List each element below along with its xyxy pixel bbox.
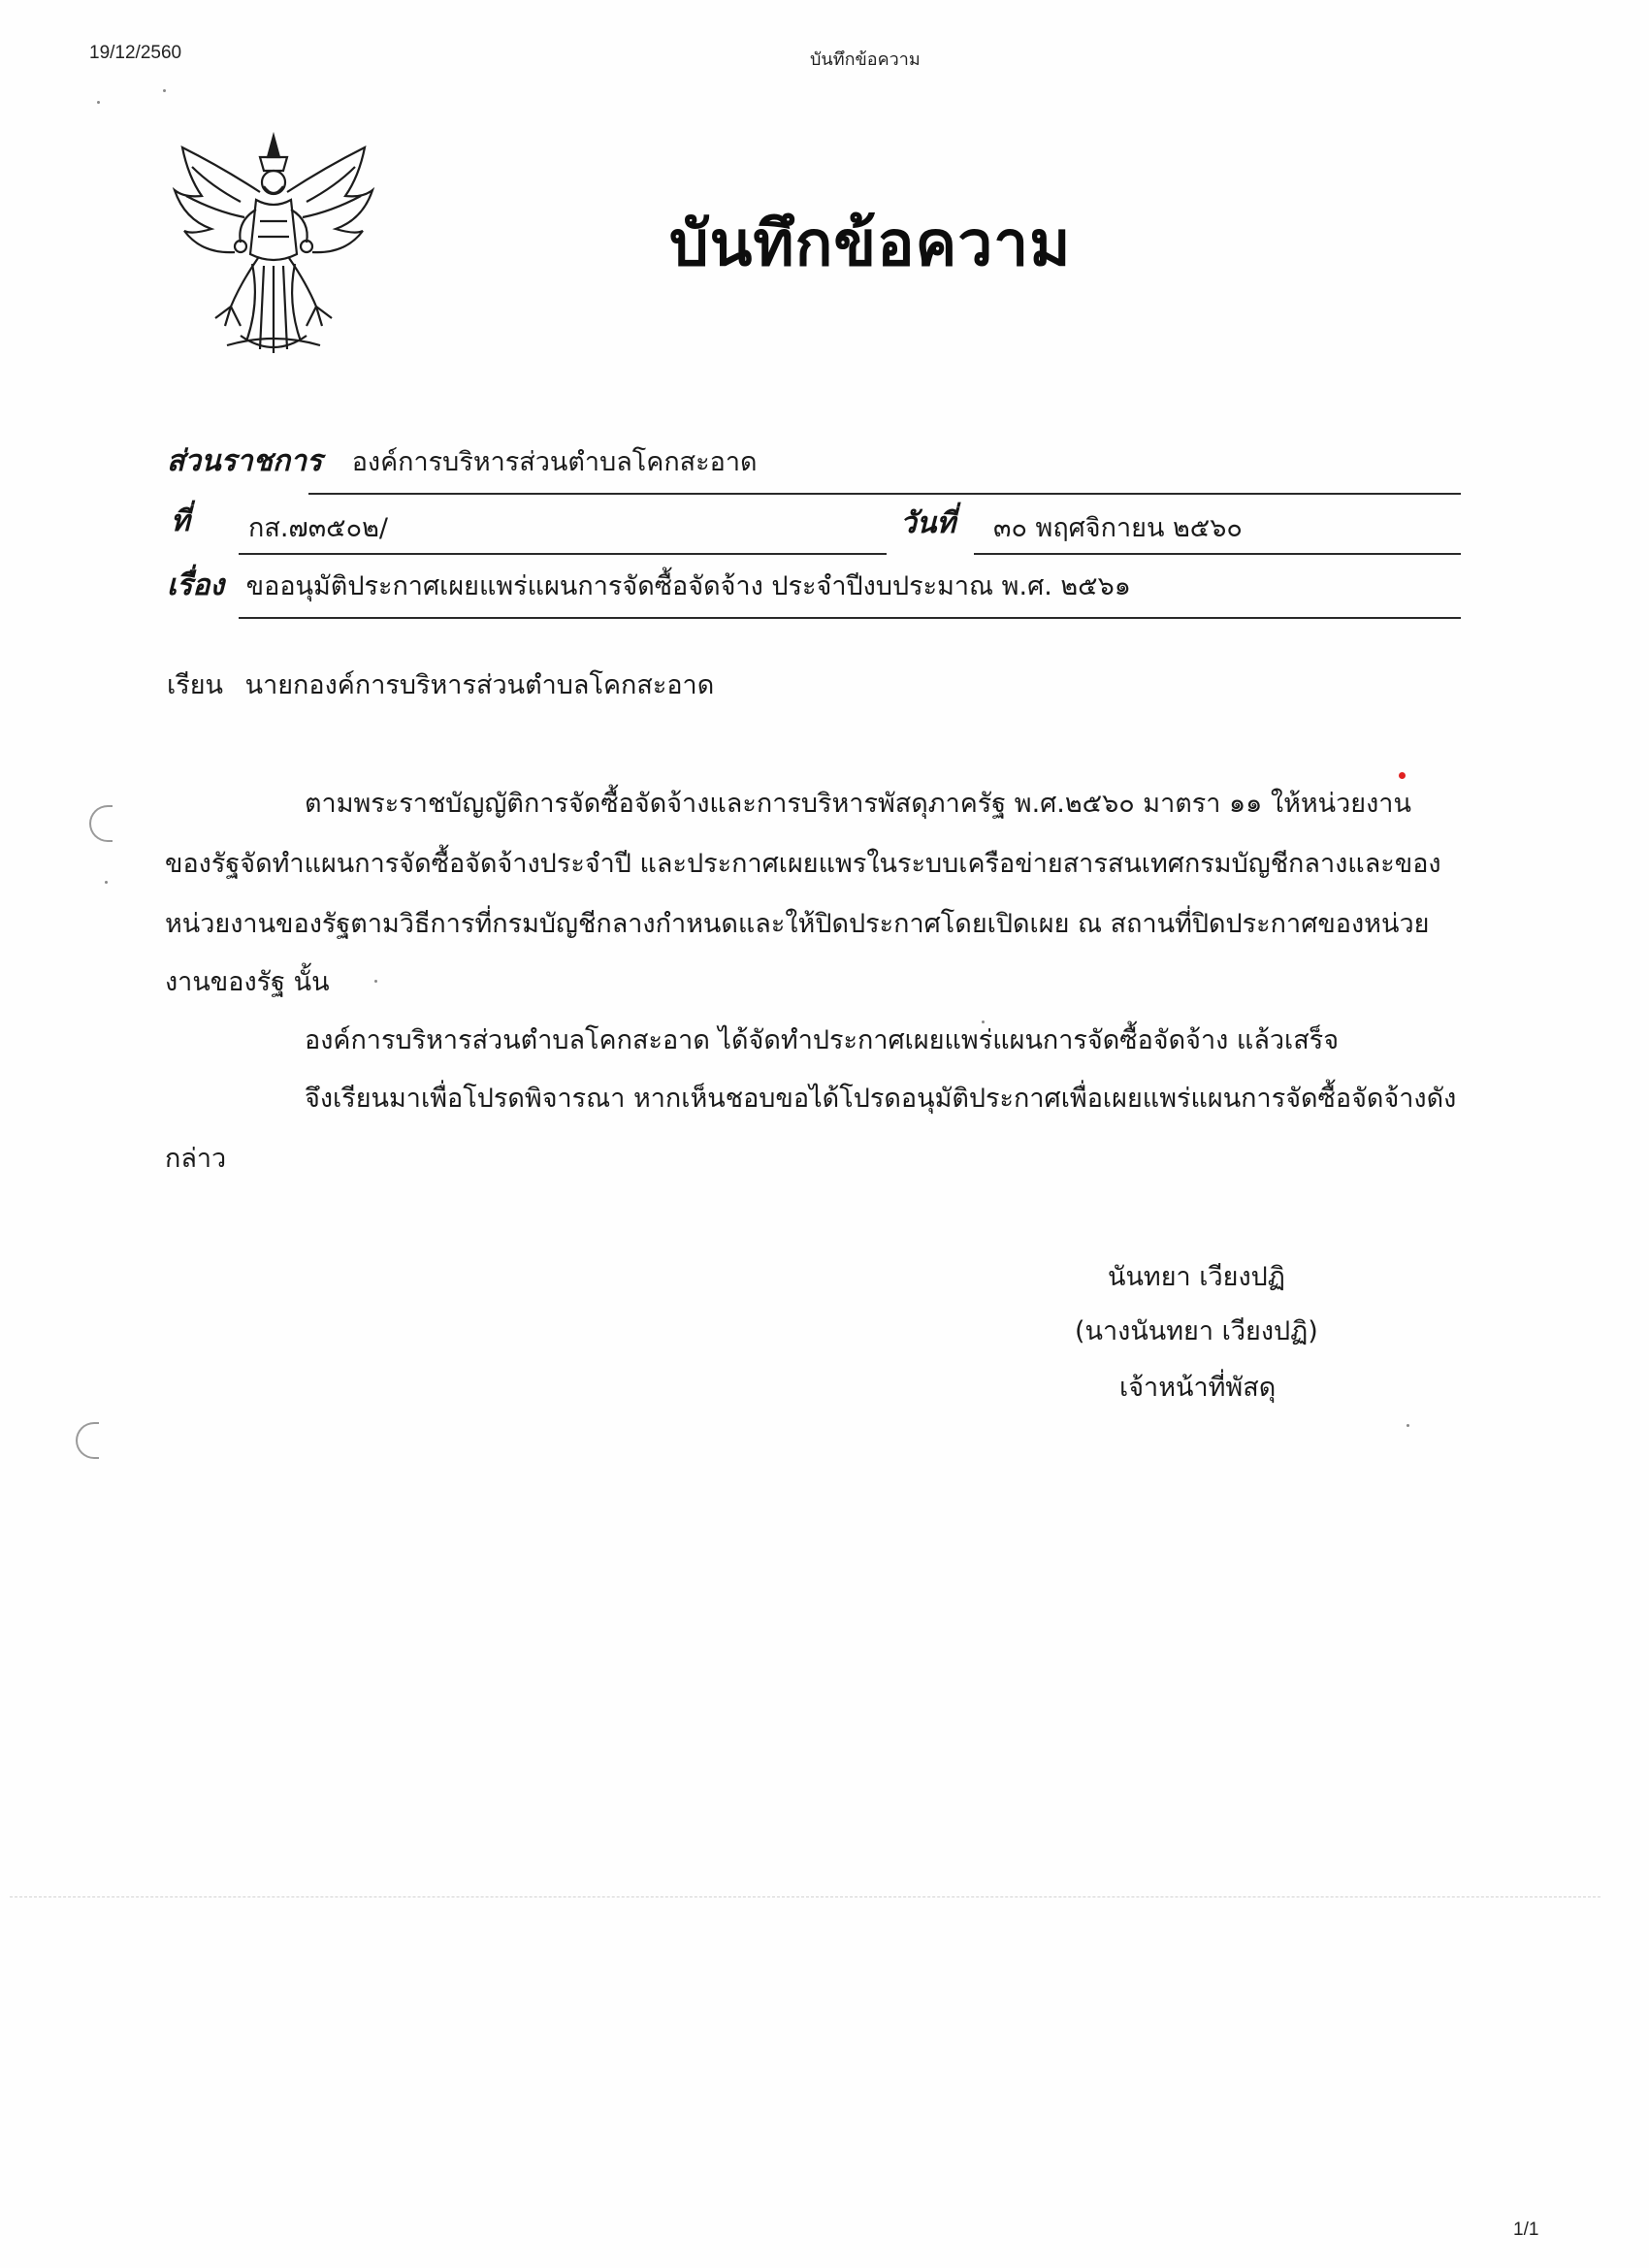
date-label: วันที่ [900,506,956,540]
date-value: ๓๐ พฤศจิกายน ๒๕๖๐ [993,513,1243,543]
print-title: บันทึกข้อความ [810,49,921,70]
p3-line1: จึงเรียนมาเพื่อโปรดพิจารณา หากเห็นชอบขอได้โปรดอนุมัติประกาศเพื่อเผยแพร่แผนการจัดซื้อจัดจ้างดัง [305,1084,1457,1114]
department-value: องค์การบริหารส่วนตำบลโคกสะอาด [351,447,758,477]
subject-value: ขออนุมัติประกาศเผยแพร่แผนการจัดซื้อจัดจ้าง ประจำปีงบประมาณ พ.ศ. ๒๕๖๑ [245,571,1131,601]
punch-hole-mark [89,805,113,842]
signature-name: นันทยา เวียงปฏิ [1108,1262,1285,1292]
print-date: 19/12/2560 [89,43,182,63]
ref-label: ที่ [171,504,190,538]
red-ink-mark [1399,772,1406,779]
signature-position: เจ้าหน้าที่พัสดุ [1119,1373,1277,1403]
p1-line1: ตามพระราชบัญญัติการจัดซื้อจัดจ้างและการบริหารพัสดุภาครัฐ พ.ศ.๒๕๖๐ มาตรา ๑๑ ให้หน่วยงาน [305,789,1411,819]
department-label: ส่วนราชการ [167,444,323,478]
scan-fold-line [10,1896,1600,1897]
punch-hole-mark [76,1422,99,1459]
garuda-emblem-icon [163,128,384,359]
signature-full-name: (นางนันทยา เวียงปฏิ) [1075,1316,1318,1346]
p1-line4: งานของรัฐ นั้น [165,967,330,997]
ref-rule [239,553,887,555]
scan-speck [982,1021,985,1023]
subject-rule [239,617,1461,619]
date-label-wrap [900,501,955,546]
department-rule [308,493,1461,495]
to-row [167,664,714,705]
ref-value: กส.๗๓๕๐๒/ [248,513,388,543]
scan-speck [105,881,108,884]
scan-speck [97,101,100,104]
page-indicator: 1/1 [1513,2219,1539,2240]
subject-label: เรื่อง [167,568,225,602]
p1-line3: หน่วยงานของรัฐตามวิธีการที่กรมบัญชีกลางกำหนดและให้ปิดประกาศโดยเปิดเผย ณ สถานที่ปิดประกาศของหน่วย [165,909,1430,939]
p2: องค์การบริหารส่วนตำบลโคกสะอาด ได้จัดทำประกาศเผยแพร่แผนการจัดซื้อจัดจ้าง แล้วเสร็จ [305,1025,1340,1055]
ref-label-wrap [171,499,190,544]
to-label: เรียน [167,670,224,700]
scan-speck [1406,1424,1409,1427]
p1-line2: ของรัฐจัดทำแผนการจัดซื้อจัดจ้างประจำปี และประกาศเผยแพรในระบบเครือข่ายสารสนเทศกรมบัญชีกลางและของ [165,849,1441,879]
scan-speck [374,980,377,983]
department-row [167,438,758,484]
scan-speck [163,89,166,92]
subject-row [167,563,1131,608]
memo-title: บันทึกข้อความ [669,209,1072,280]
p3-line2: กล่าว [165,1144,227,1174]
date-rule [974,553,1461,555]
to-value: นายกองค์การบริหารส่วนตำบลโคกสะอาด [244,670,715,700]
